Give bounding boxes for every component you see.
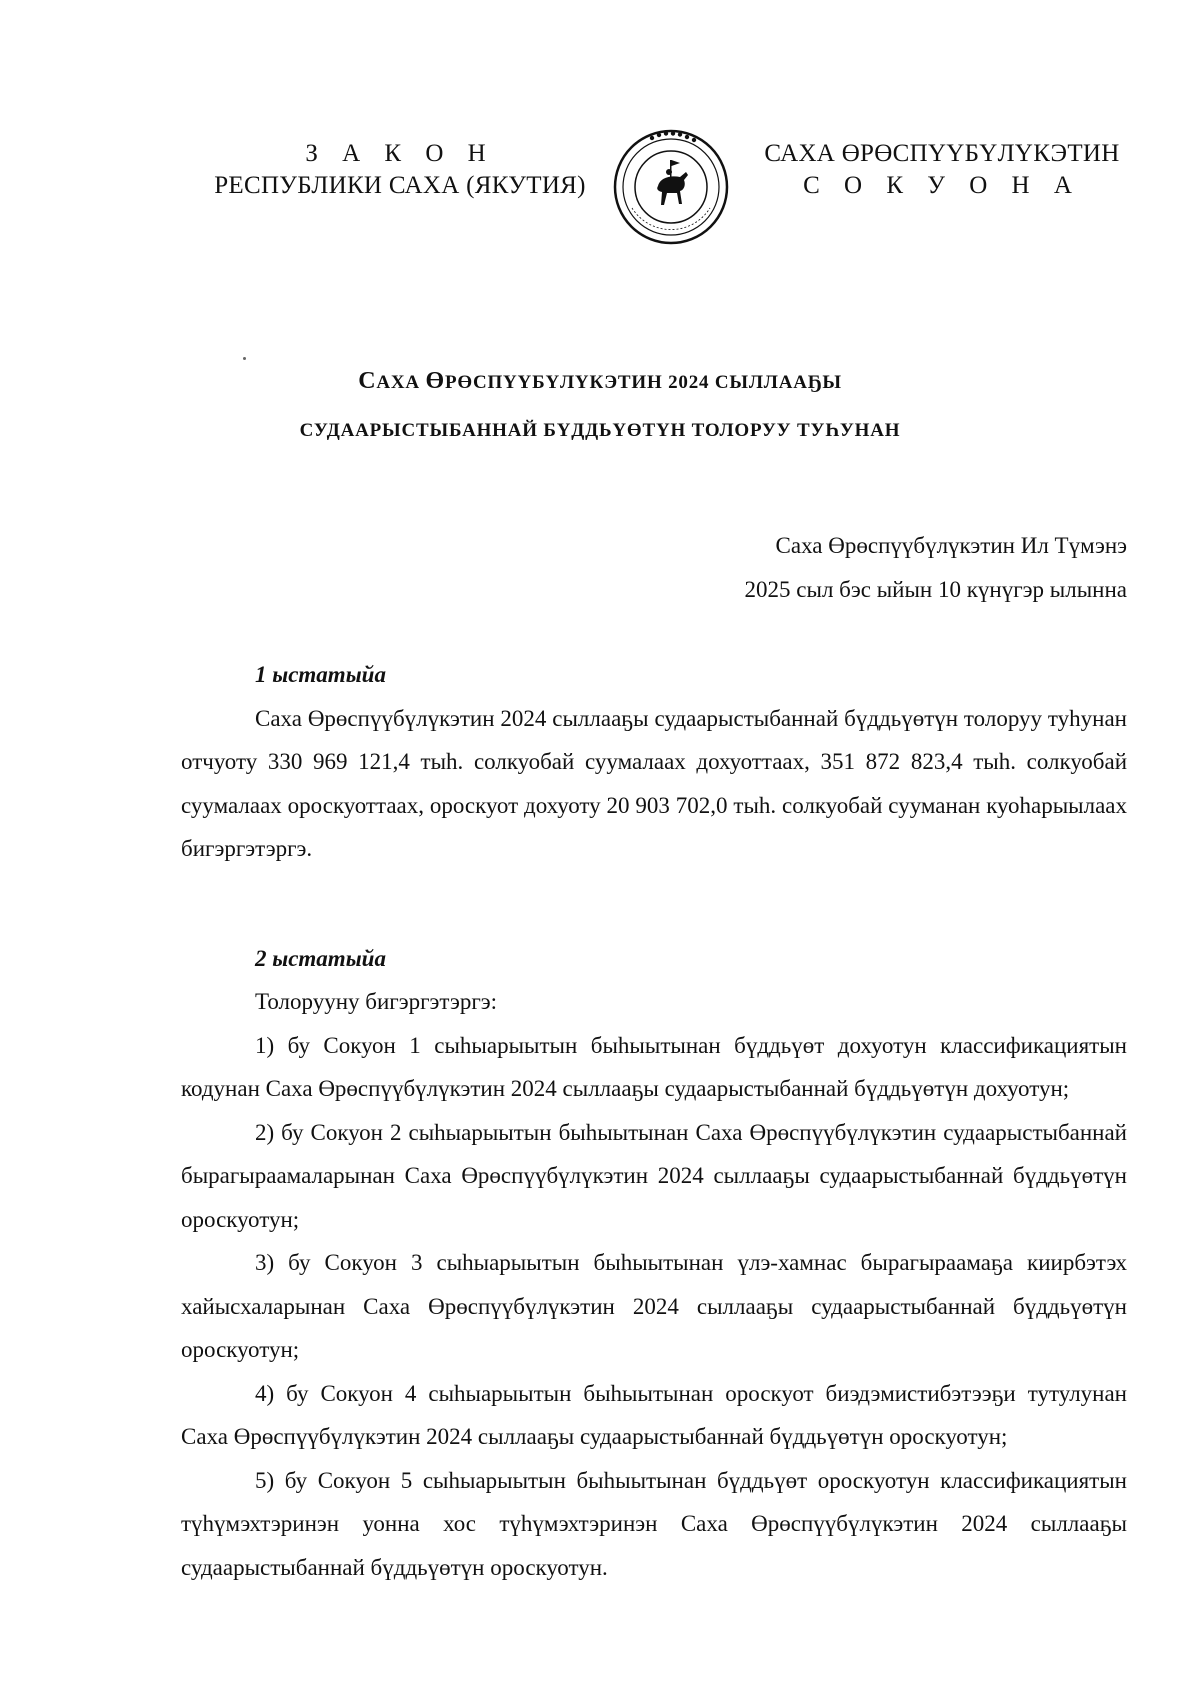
article1-text: Саха Өрөспүүбүлүкэтин 2024 сыллааҕы судаарыстыбаннай бүддьүөтүн толоруу туһунан отчуоту 330 969 121,4 тыһ. солкуобай суумалаах дохуоттаах, 351 872 823,4 тыһ. солкуобай суумалаах ороскуоттаах, ороскуот дохуоту 20 903 702,0 тыһ. солкуобай сууманан куоһарыылаах бигэргэтэргэ. [181, 705, 1127, 861]
article2-heading: 2 ыстатыйа [255, 945, 386, 971]
list-item: 3) бу Сокуон 3 сыһыарыытын быһыытынан үлэ-хамнас бырагыраамаҕа киирбэтэх хайысхаларынан Саха Өрөспүүбүлүкэтин 2024 сыллааҕы судаарыстыбаннай бүддьүөтүн ороскуотун; [181, 1250, 1127, 1362]
adoption-line1: Саха Өрөспүүбүлүкэтин Ил Түмэнэ [775, 533, 1127, 558]
header-left-line1: З А К О Н [305, 140, 495, 167]
coat-of-arms-emblem [612, 128, 730, 246]
list-item: 5) бу Сокуон 5 сыһыарыытын быһыытынан бүддьүөт ороскуотун классификациятын түһүмэхтэринэн уонна хос түһүмэхтэринэн Саха Өрөспүүбүлүкэтин 2024 сыллааҕы судаарыстыбаннай бүддьүөтүн ороскуотун. [181, 1467, 1127, 1580]
document-body [181, 653, 1127, 1589]
title-part: АХА [376, 372, 426, 393]
header-right-line2: С О К У О Н А [803, 172, 1081, 199]
article1-heading: 1 ыстатыйа [255, 662, 386, 687]
header-right [752, 138, 1132, 202]
title-line2: СУДААРЫСТЫБАННАЙ БҮДДЬҮӨТҮН ТОЛОРУУ ТУҺУНАН [299, 420, 901, 441]
adoption-line2: 2025 сыл бэс ыйын 10 күнүгэр ылынна [744, 577, 1127, 602]
list-item: 4) бу Сокуон 4 сыһыарыытын быһыытынан ороскуот биэдэмистибэтээҕи тутулунан Саха Өрөспүүбүлүкэтин 2024 сыллааҕы судаарыстыбаннай бүддьүөтүн ороскуотун; [181, 1380, 1127, 1449]
document-title [0, 357, 1200, 455]
header-left [210, 138, 590, 202]
title-line1 [0, 357, 1200, 407]
list-item: 1) бу Сокуон 1 сыһыарыытын быһыытынан бүддьүөт дохуотун классификациятын кодунан Саха Өрөспүүбүлүкэтин 2024 сыллааҕы судаарыстыбаннай бүддьүөтүн дохуотун; [181, 1032, 1127, 1101]
header-left-line2: РЕСПУБЛИКИ САХА (ЯКУТИЯ) [214, 172, 586, 199]
title-part-2: РӨСПҮҮБҮЛҮКЭТИН 2024 СЫЛЛААҔЫ [444, 372, 842, 393]
header-right-line1: САХА ӨРӨСПҮҮБҮЛҮКЭТИН [764, 140, 1120, 167]
title-initial: С [358, 368, 377, 394]
adoption-note [745, 524, 1127, 612]
title-initial-2: Ө [425, 368, 445, 394]
list-item: 2) бу Сокуон 2 сыһыарыытын быһыытынан Саха Өрөспүүбүлүкэтин судаарыстыбаннай бырагыраамаларынан Саха Өрөспүүбүлүкэтин 2024 сыллааҕы судаарыстыбаннай бүддьүөтүн ороскуотун; [181, 1119, 1127, 1232]
article2-intro: Толорууну бигэргэтэргэ: [255, 989, 498, 1014]
